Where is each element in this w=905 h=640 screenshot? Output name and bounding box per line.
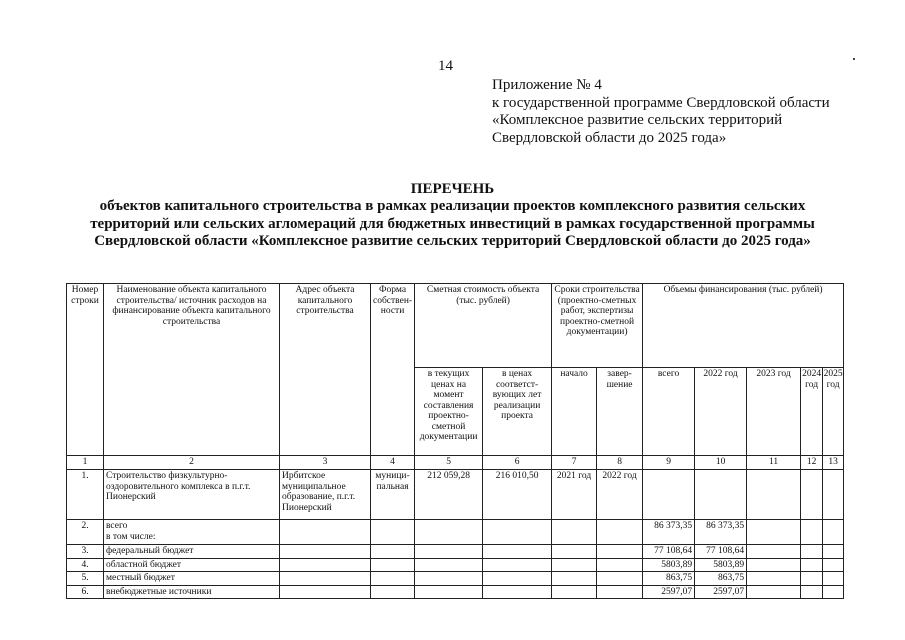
column-number-row [67,456,844,470]
table-row [67,545,844,559]
page-number: 14 [438,58,453,74]
header-object-name: Наименование объекта капитального строительства/ источник расходов на финансирование объекта капитального строительства [104,284,280,456]
document-heading: ПЕРЕЧЕНЬ [410,181,495,197]
value-2022: 863,75 [695,572,747,586]
total-value: 2597,07 [643,585,695,599]
appendix-line-4: Свердловской области до 2025 года» [492,129,727,146]
col-number: 5 [415,456,483,470]
total-value: 863,75 [643,572,695,586]
header-cost-year-prices: в ценах соответст-вующих лет реализации проекта [483,368,552,456]
col-number: 9 [643,456,695,470]
appendix-line-1: Приложение № 4 [492,77,602,93]
header-ownership: Форма собствен-ности [371,284,415,456]
header-cost-current-prices: в текущих ценах на момент составления проектно-сметной документации [415,368,483,456]
appendix-line-2: к государственной программе Свердловской области [492,94,830,111]
table-row [67,520,844,545]
source-name [104,520,280,545]
col-number: 3 [280,456,371,470]
object-address: Ирбитское муниципальное образование, п.г.т. Пионерский [280,470,371,520]
title-line-1: объектов капитального строительства в рамках реализации проектов комплексного развития сельских [99,198,806,214]
table-row [67,572,844,586]
cost-years: 216 010,50 [483,470,552,520]
header-end: завер-шение [597,368,643,456]
value-2022: 86 373,35 [695,520,747,545]
row-number: 2. [67,520,104,545]
scan-speck [853,58,855,60]
appendix-block [492,77,830,147]
value-2022: 5803,89 [695,558,747,572]
table-row [67,558,844,572]
col-number: 4 [371,456,415,470]
row-number: 3. [67,545,104,559]
header-estimated-cost: Сметная стоимость объекта (тыс. рублей) [415,284,552,368]
col-number: 11 [747,456,801,470]
header-financing-volumes: Объемы финансирования (тыс. рублей) [643,284,844,368]
header-2024: 2024 год [801,368,823,456]
value-2022 [695,470,747,520]
total-value: 77 108,64 [643,545,695,559]
source-name: федеральный бюджет [104,545,280,559]
col-number: 12 [801,456,823,470]
source-name: областной бюджет [104,558,280,572]
source-name-line: всего [106,521,128,531]
source-name: местный бюджет [104,572,280,586]
header-2023: 2023 год [747,368,801,456]
object-name: Строительство физкультурно-оздоровительного комплекса в п.г.т. Пионерский [104,470,280,520]
col-number: 1 [67,456,104,470]
col-number: 6 [483,456,552,470]
header-total: всего [643,368,695,456]
cost-current: 212 059,28 [415,470,483,520]
source-name-line: в том числе: [106,531,156,542]
header-2025: 2025 год [823,368,844,456]
table-row [67,585,844,599]
col-number: 7 [552,456,597,470]
source-name: внебюджетные источники [104,585,280,599]
total-value: 86 373,35 [643,520,695,545]
header-start: начало [552,368,597,456]
total-value [643,470,695,520]
header-row-number: Номер строки [67,284,104,456]
appendix-line-3: «Комплексное развитие сельских территорий [492,112,783,128]
value-2022: 2597,07 [695,585,747,599]
end-year: 2022 год [597,470,643,520]
header-construction-terms: Сроки строительства (проектно-сметных работ, экспертизы проектно-сметной документации) [552,284,643,368]
row-number: 5. [67,572,104,586]
header-2022: 2022 год [695,368,747,456]
row-number: 4. [67,558,104,572]
start-year: 2021 год [552,470,597,520]
col-number: 10 [695,456,747,470]
col-number: 8 [597,456,643,470]
title-line-2: территорий или сельских агломераций для бюджетных инвестиций в рамках государственной программы [90,215,815,232]
value-2022: 77 108,64 [695,545,747,559]
row-number: 1. [67,470,104,520]
total-value: 5803,89 [643,558,695,572]
objects-table [66,283,844,599]
col-number: 2 [104,456,280,470]
col-number: 13 [823,456,844,470]
ownership-form: муници-пальная [371,470,415,520]
header-address: Адрес объекта капитального строительства [280,284,371,456]
title-line-3: Свердловской области «Комплексное развитие сельских территорий Свердловской области до 2025 года» [94,233,811,249]
table-row [67,470,844,520]
row-number: 6. [67,585,104,599]
document-title [0,198,905,251]
